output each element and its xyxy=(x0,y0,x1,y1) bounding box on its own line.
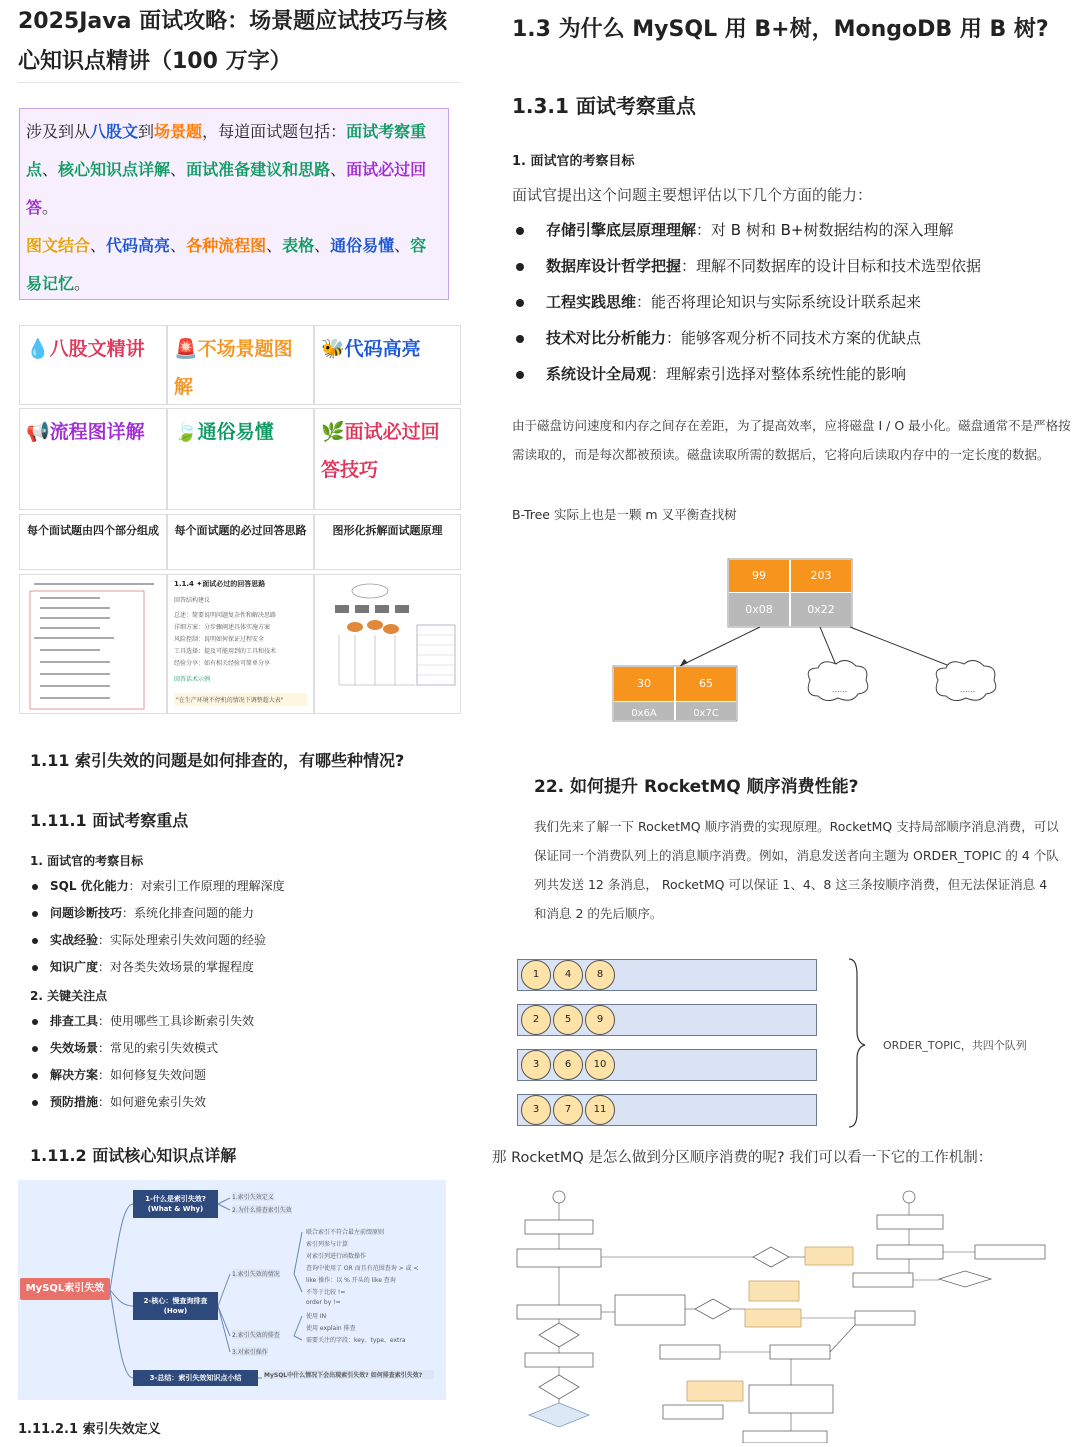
thumb-diagram xyxy=(314,574,461,714)
queue-msg: 2 xyxy=(521,1005,551,1035)
mindmap-leaf: 对索引列进行函数操作 xyxy=(306,1253,367,1260)
feature-label: 不场景题图解 xyxy=(174,338,293,398)
mindmap-leaf: 使用 explain 排查 xyxy=(306,1325,356,1332)
right-title: 1.3 为什么 MySQL 用 B+树，MongoDB 用 B 树? xyxy=(512,17,1049,42)
right-para-btree: B-Tree 实际上也是一颗 m 叉平衡查找树 xyxy=(512,507,737,522)
goal-item-text: ：对索引工作原理的理解深度 xyxy=(128,879,285,893)
thumb-item: 总述：简要说明问题复杂性和解决思路 xyxy=(174,612,277,619)
goal-item-key: SQL 优化能力 xyxy=(50,879,129,893)
goal-item-key: 问题诊断技巧 xyxy=(50,906,123,920)
queue-msg: 9 xyxy=(585,1005,615,1035)
right-item-key: 数据库设计哲学把握 xyxy=(546,257,682,275)
flowchart-svg xyxy=(495,1185,1055,1443)
intro-text: 涉及到从 xyxy=(26,122,91,141)
right-item-text: ：理解索引选择对整体系统性能的影响 xyxy=(651,365,907,383)
mindmap-b1a: 1.索引失效定义 xyxy=(232,1194,274,1201)
plant-icon: 🌿 xyxy=(321,421,345,443)
left-title-line2: 心知识点精讲（100 万字） xyxy=(18,49,292,74)
rmq-para: 我们先来了解一下 RocketMQ 顺序消费的实现原理。RocketMQ 支持局部顺序消息消费，可以保证同一个消费队列上的消息顺序消费。例如，消息发送者向主题为 ORDER_TOPIC 的 4 个队列共发送 12 条消息， RocketMQ 可以保证 1、4、8 这三条按顺序消费，但无法保证消息 4 和消息 2 的先后顺序。 xyxy=(534,819,1059,921)
megaphone-icon: 📢 xyxy=(26,421,50,443)
bullet-icon xyxy=(32,938,38,944)
bullet-icon xyxy=(32,911,38,917)
right-goal: 1. 面试官的考察目标 xyxy=(512,154,635,169)
bullet-icon xyxy=(516,299,524,307)
right-goal-list xyxy=(512,212,981,392)
queue-msg: 11 xyxy=(585,1095,615,1125)
kw-memory: 容易记忆 xyxy=(26,236,427,293)
goal-item xyxy=(32,927,285,954)
queue-msg: 4 xyxy=(553,960,583,990)
kw-prep: 面试准备建议和思路 xyxy=(186,160,331,179)
section-sub-1-11-1: 1.11.1 面试考察重点 xyxy=(30,811,189,830)
feature-label: 流程图详解 xyxy=(49,421,145,443)
right-goal-item xyxy=(512,248,981,284)
right-item-text: ：理解不同数据库的设计目标和技术选型依据 xyxy=(681,257,982,275)
goal-heading: 1. 面试官的考察目标 xyxy=(30,854,144,868)
kw-core: 核心知识点详解 xyxy=(58,160,171,179)
btree-root-key-1: 203 xyxy=(791,560,851,592)
right-item-key: 工程实践思维 xyxy=(546,293,637,311)
btree-child-ptr-0: 0x6A xyxy=(614,702,674,720)
kw-code: 代码高亮 xyxy=(106,236,171,255)
feature-easy xyxy=(167,408,314,510)
mindmap-branch-2: 2-核心：慢查询排查 (How) xyxy=(133,1292,218,1320)
sep: 。 xyxy=(74,274,91,293)
mindmap-leaf: like 操作：以 % 开头的 like 查询 xyxy=(306,1277,396,1284)
kw-baguwen: 八股文 xyxy=(90,122,139,141)
goal-item xyxy=(32,954,285,981)
mindmap-b3a: MySQL中什么情况下会出现索引失效? 如何排查索引失效? xyxy=(264,1370,434,1379)
kw-graphic: 图文结合 xyxy=(26,236,91,255)
section-sub-1-11-2: 1.11.2 面试核心知识点详解 xyxy=(30,1146,237,1165)
bullet-icon xyxy=(32,965,38,971)
brace-icon xyxy=(845,955,875,1130)
feature-scenario xyxy=(167,325,314,405)
btree-child-ptr-1: 0x7C xyxy=(676,702,736,720)
mindmap-leaf: order by != xyxy=(306,1299,341,1306)
goal-item-text: ：实际处理索引失效问题的经验 xyxy=(98,933,267,947)
bullet-icon xyxy=(32,1073,38,1079)
thumb-item: 经验分享：如有相关经验可简单分享 xyxy=(174,660,271,667)
feature-label: 通俗易懂 xyxy=(197,421,274,443)
intro-text: ，每道面试题包括： xyxy=(202,122,347,141)
right-item-key: 存储引擎底层原理理解 xyxy=(546,221,697,239)
mindmap-leaf: 联合索引不符合最左前缀原则 xyxy=(306,1229,385,1236)
thumb-toc xyxy=(19,574,167,714)
queue-msg: 5 xyxy=(553,1005,583,1035)
mindmap-leaf: 查询中使用了 OR 而且有范围查询 > 或 < xyxy=(306,1265,419,1272)
diagram-thumbnail xyxy=(315,575,460,713)
btree-child-key-1: 65 xyxy=(676,667,736,701)
mindmap-root-node xyxy=(20,1278,110,1300)
feature-label: 代码高亮 xyxy=(344,338,421,360)
kw-easy: 通俗易懂 xyxy=(330,236,395,255)
focus-item xyxy=(32,1089,254,1116)
sep: 。 xyxy=(42,198,59,217)
rmq-para2: 那 RocketMQ 是怎么做到分区顺序消费的呢? 我们可以看一下它的工作机制： xyxy=(492,1150,993,1166)
bullet-icon xyxy=(516,263,524,271)
right-goal-item xyxy=(512,320,981,356)
focus-item xyxy=(32,1035,254,1062)
bullet-icon xyxy=(32,1100,38,1106)
mindmap xyxy=(18,1180,446,1400)
sep: 、 xyxy=(266,236,283,255)
bullet-icon xyxy=(516,371,524,379)
goal-item xyxy=(32,873,285,900)
kw-scenario: 场景题 xyxy=(154,122,203,141)
toc-thumbnail xyxy=(20,575,166,713)
goal-item-key: 知识广度 xyxy=(50,960,99,974)
feature-answer xyxy=(314,408,461,510)
queue-msg: 10 xyxy=(585,1050,615,1080)
queue-diagram xyxy=(515,955,1075,1130)
thumb-item: 风险控制：说明如何保证过程安全 xyxy=(174,636,265,643)
right-goal-item xyxy=(512,284,981,320)
section-title-1-11: 1.11 索引失效的问题是如何排查的，有哪些种情况? xyxy=(30,751,405,770)
focus-item-text: ：如何避免索引失效 xyxy=(98,1095,207,1109)
kw-focus: 面试考察重点 xyxy=(26,122,427,179)
bullet-icon xyxy=(516,335,524,343)
goal-list xyxy=(32,873,285,981)
mindmap-root-label: MySQL索引失效 xyxy=(25,1283,105,1294)
left-title-line1: 2025Java 面试攻略：场景题应试技巧与核 xyxy=(18,9,448,34)
feature-label: 面试必过回答技巧 xyxy=(321,421,440,481)
caption-answer-path: 每个面试题的必过回答思路 xyxy=(167,514,314,570)
btree-cloud-label: ...... xyxy=(960,685,976,694)
bullet-icon xyxy=(32,884,38,890)
focus-item xyxy=(32,1008,254,1035)
sep: 、 xyxy=(170,236,187,255)
thumb-item: 详细方案：分步骤阐述具体实施方案 xyxy=(174,624,271,631)
caption-four-parts: 每个面试题由四个部分组成 xyxy=(19,514,167,570)
feature-code xyxy=(314,325,461,405)
right-item-key: 技术对比分析能力 xyxy=(546,329,667,347)
mindmap-branch-3: 3-总结：索引失效知识点小结 xyxy=(133,1370,258,1386)
btree-root-key-0: 99 xyxy=(729,560,789,592)
mindmap-b2c: 3.对索引操作 xyxy=(232,1349,268,1356)
focus-item-key: 预防措施 xyxy=(50,1095,99,1109)
btree-cloud-label: ...... xyxy=(832,685,848,694)
focus-item xyxy=(32,1062,254,1089)
sep: 、 xyxy=(314,236,331,255)
queue-msg: 6 xyxy=(553,1050,583,1080)
rmq-title: 22. 如何提升 RocketMQ 顺序消费性能? xyxy=(534,777,859,797)
siren-icon: 🚨 xyxy=(174,338,198,360)
sep: 、 xyxy=(330,160,347,179)
queue-msg: 1 xyxy=(521,960,551,990)
right-para-disk: 由于磁盘访问速度和内存之间存在差距，为了提高效率，应将磁盘 I / O 最小化。磁盘通常不是严格按需读取的，而是每次都被预读。磁盘读取所需的数据后，它将向后读取内存中的一定长度的数据。 xyxy=(512,418,1071,462)
right-item-text: ：能否将理论知识与实际系统设计联系起来 xyxy=(636,293,922,311)
title-divider xyxy=(18,82,460,83)
focus-item-key: 解决方案 xyxy=(50,1068,99,1082)
goal-item-key: 实战经验 xyxy=(50,933,99,947)
right-sub: 1.3.1 面试考察重点 xyxy=(512,94,696,118)
mindmap-leaf: 需要关注的字段：key、type、extra xyxy=(306,1337,406,1344)
thumb-note: 回答话术示例 xyxy=(174,676,211,683)
btree-root-ptr-0: 0x08 xyxy=(729,593,789,626)
focus-item-key: 排查工具 xyxy=(50,1014,99,1028)
sep: 、 xyxy=(90,236,107,255)
mindmap-leaf: 索引列参与计算 xyxy=(306,1241,349,1248)
feature-label: 八股文精讲 xyxy=(49,338,145,360)
kw-answer: 面试必过回答 xyxy=(26,160,427,217)
leaf-icon: 🍃 xyxy=(174,421,198,443)
right-item-key: 系统设计全局观 xyxy=(546,365,652,383)
rmq-flowchart xyxy=(495,1185,1055,1443)
btree-diagram xyxy=(600,555,1020,725)
left-title xyxy=(18,2,468,82)
thumb-answer-sub: 回答结构建议 xyxy=(174,597,211,604)
kw-flow: 各种流程图 xyxy=(186,236,267,255)
btree-root-ptr-1: 0x22 xyxy=(791,593,851,626)
focus-item-text: ：使用哪些工具诊断索引失效 xyxy=(98,1014,255,1028)
kw-table: 表格 xyxy=(282,236,315,255)
right-goal-item xyxy=(512,356,981,392)
goal-item-text: ：系统化排查问题的能力 xyxy=(122,906,255,920)
thumb-item: 工具选择：提及可能用到的工具和技术 xyxy=(174,648,277,655)
focus-heading: 2. 关键关注点 xyxy=(30,989,108,1003)
feature-flow xyxy=(19,408,167,510)
intro-text: 到 xyxy=(138,122,155,141)
mindmap-b2b: 2.索引失效的排查 xyxy=(232,1332,280,1339)
caption-graphic: 图形化拆解面试题原理 xyxy=(314,514,461,570)
mindmap-branch-1: 1-什么是索引失效? (What & Why) xyxy=(133,1190,218,1218)
bullet-icon xyxy=(32,1019,38,1025)
goal-item xyxy=(32,900,285,927)
focus-item-key: 失效场景 xyxy=(50,1041,99,1055)
mindmap-leaf: 不等于比较 != xyxy=(306,1289,346,1296)
queue-msg: 3 xyxy=(521,1095,551,1125)
focus-list xyxy=(32,1008,254,1116)
btree-child-key-0: 30 xyxy=(614,667,674,701)
goal-item-text: ：对各类失效场景的掌握程度 xyxy=(98,960,255,974)
thumb-quote: "在生产环境不停机的情况下调整超大表" xyxy=(174,693,307,706)
sep: 、 xyxy=(394,236,411,255)
mindmap-b2a: 1.索引失效的情况 xyxy=(232,1271,280,1278)
queue-msg: 7 xyxy=(553,1095,583,1125)
bullet-icon xyxy=(32,1046,38,1052)
queue-label: ORDER_TOPIC，共四个队列 xyxy=(883,1039,1027,1052)
focus-item-text: ：常见的索引失效模式 xyxy=(98,1041,219,1055)
section-sub-1-11-2-1: 1.11.2.1 索引失效定义 xyxy=(18,1422,161,1437)
intro-box xyxy=(19,108,449,300)
right-goal-item xyxy=(512,212,981,248)
queue-msg: 8 xyxy=(585,960,615,990)
feature-baguwen xyxy=(19,325,167,405)
focus-item-text: ：如何修复失效问题 xyxy=(98,1068,207,1082)
thumb-answer xyxy=(167,574,314,714)
sep: 、 xyxy=(42,160,59,179)
drop-icon: 💧 xyxy=(26,338,50,360)
queue-msg: 3 xyxy=(521,1050,551,1080)
right-item-text: ：对 B 树和 B+树数据结构的深入理解 xyxy=(696,221,954,239)
sep: 、 xyxy=(170,160,187,179)
right-intro: 面试官提出这个问题主要想评估以下几个方面的能力： xyxy=(512,186,873,204)
right-item-text: ：能够客观分析不同技术方案的优缺点 xyxy=(666,329,922,347)
bullet-icon xyxy=(516,227,524,235)
thumb-answer-title: 1.1.4 ✦面试必过的回答思路 xyxy=(174,580,266,588)
bee-icon: 🐝 xyxy=(321,338,345,360)
mindmap-b1b: 2.为什么排查索引失效 xyxy=(232,1207,292,1214)
mindmap-leaf: 使用 IN xyxy=(306,1313,327,1320)
